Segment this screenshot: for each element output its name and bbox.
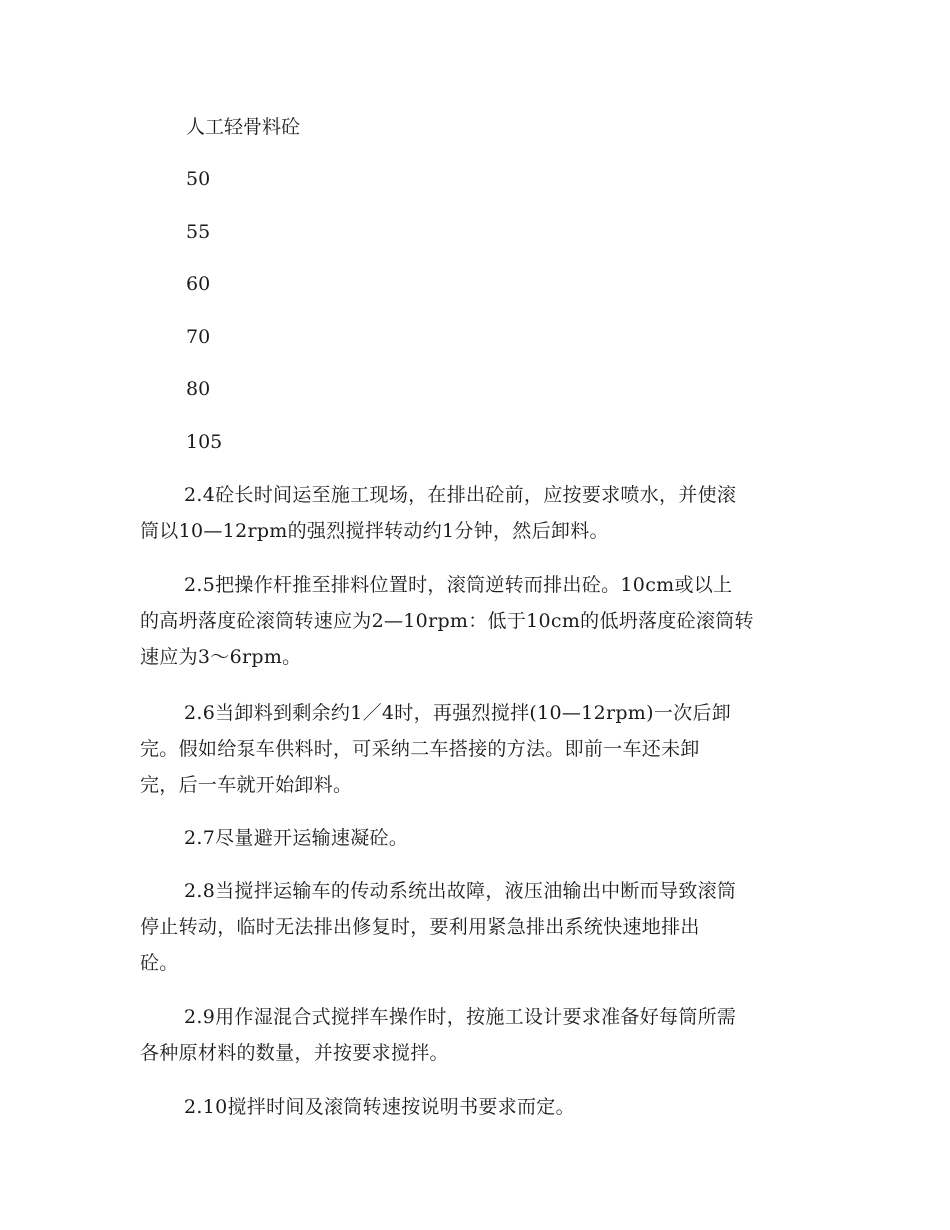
paragraph-line: 2.7尽量避开运输速凝砼。 (184, 827, 409, 849)
paragraph-line: 的高坍落度砼滚筒转速应为2—10rpm：低于10cm的低坍落度砼滚筒转 (140, 610, 754, 632)
paragraph-2-10 (140, 1089, 812, 1125)
table-cell-value: 70 (186, 326, 211, 348)
paragraph-line: 停止转动，临时无法排出修复时，要利用紧急排出系统快速地排出 (140, 916, 700, 938)
table-cell-value: 55 (186, 221, 211, 243)
table-cell-value: 105 (186, 431, 223, 453)
paragraph-line: 速应为3～6rpm。 (140, 646, 302, 668)
paragraph-2-4 (140, 477, 812, 549)
table-cell-value: 80 (186, 378, 211, 400)
paragraph-line: 完，后一车就开始卸料。 (140, 774, 353, 796)
paragraph-line: 2.8当搅拌运输车的传动系统出故障，液压油输出中断而导致滚筒 (184, 880, 737, 902)
paragraph-2-8 (140, 873, 812, 981)
paragraph-2-7 (140, 820, 812, 856)
paragraph-line: 2.6当卸料到剩余约1／4时，再强烈搅拌(10—12rpm)一次后卸 (184, 702, 732, 724)
paragraph-2-9 (140, 999, 812, 1071)
paragraph-line: 筒以10—12rpm的强烈搅拌转动约1分钟，然后卸料。 (140, 520, 609, 542)
paragraph-2-5 (140, 567, 812, 675)
table-cell-value: 60 (186, 273, 211, 295)
table-cell-material: 人工轻骨料砼 (186, 116, 301, 138)
paragraph-2-6 (140, 695, 812, 803)
table-cell-value: 50 (186, 168, 211, 190)
paragraph-line: 砼。 (140, 952, 179, 974)
paragraph-line: 2.4砼长时间运至施工现场，在排出砼前，应按要求喷水，并使滚 (184, 484, 737, 506)
paragraph-line: 完。假如给泵车供料时，可采纳二车搭接的方法。即前一车还未卸 (140, 738, 700, 760)
paragraph-line: 2.5把操作杆推至排料位置时，滚筒逆转而排出砼。10cm或以上 (184, 574, 733, 596)
paragraph-line: 2.9用作湿混合式搅拌车操作时，按施工设计要求准备好每筒所需 (184, 1006, 737, 1028)
paragraph-line: 2.10搅拌时间及滚筒转速按说明书要求而定。 (184, 1096, 575, 1118)
paragraph-line: 各种原材料的数量，并按要求搅拌。 (140, 1042, 449, 1064)
